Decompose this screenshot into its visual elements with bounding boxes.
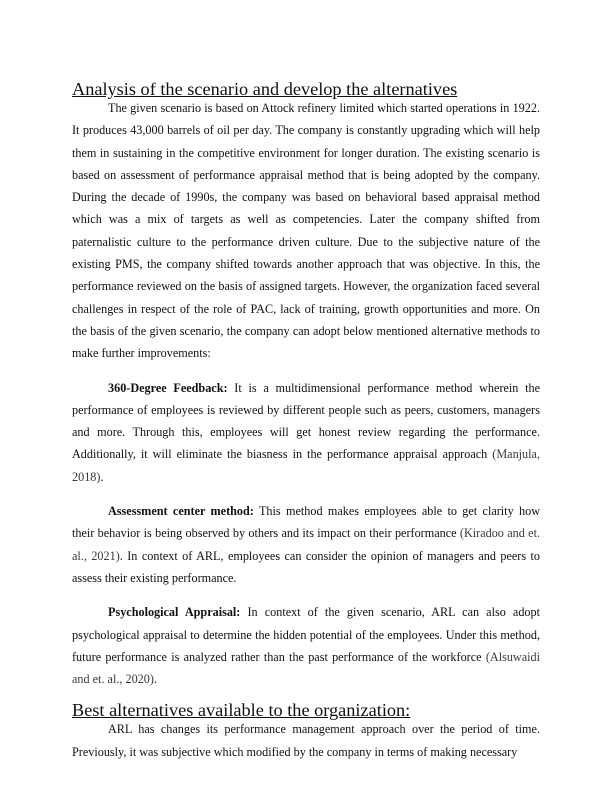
alternative-psychological-appraisal — [72, 601, 540, 690]
alternative-tail: . — [153, 672, 157, 687]
alternative-term: 360-Degree Feedback: — [108, 380, 228, 395]
document-body — [72, 81, 540, 763]
citation: (Kiradoo and et. al., 2021) — [72, 526, 540, 563]
intro-paragraph: The given scenario is based on Attock refinery limited which started operations in 1922. It produces 43,000 barrels of oil per day. The company is constantly upgrading which will help them in sustaining in the competitive environment for longer duration. The existing scenario is based on assessment of performance appraisal method that is being adopted by the company. During the decade of 1990s, the company was based on behavioral based appraisal method which was a mix of targets as well as competencies. Later the company shifted from paternalistic culture to the performance driven culture. Due to the subjective nature of the existing PMS, the company shifted towards another approach that was objective. In this, the performance reviewed on the basis of assigned targets. However, the organization faced several challenges in respect of the role of PAC, lack of training, growth opportunities and more. On the basis of the given scenario, the company can adopt below mentioned alternative methods to make further improvements: — [72, 101, 540, 361]
alternative-text: This method makes employees able to get clarity how their behavior is being observed by others and its impact on their performance — [72, 504, 540, 541]
alternative-term: Psychological Appraisal: — [108, 605, 241, 620]
alternative-assessment-center — [72, 500, 540, 589]
alternative-tail: . — [100, 469, 104, 484]
citation: (Manjula, 2018) — [72, 447, 540, 484]
section-heading-analysis: Analysis of the scenario and develop the alternatives — [72, 79, 458, 99]
alternative-term: Assessment center method: — [108, 504, 254, 519]
alternative-360-feedback — [72, 377, 540, 488]
section-heading-best-alternatives: Best alternatives available to the organization: — [72, 700, 411, 721]
alternative-text: In context of the given scenario, ARL can also adopt psychological appraisal to determine the hidden potential of the employees. Under this method, future performance is analyzed rather than the past performance of the workforce — [72, 605, 540, 664]
alternative-text: It is a multidimensional performance method wherein the performance of employees is reviewed by different people such as peers, customers, managers and more. Through this, employees will get honest review regarding the performance. Additionally, it will eliminate the biasness in the performance appraisal approach — [72, 380, 541, 462]
best-alternatives-paragraph: ARL has changes its performance management approach over the period of time. Previously, it was subjective which modified by the company in terms of making necessary — [72, 722, 540, 759]
citation: (Alsuwaidi and et. al., 2020) — [72, 649, 540, 687]
alternative-tail: . In context of ARL, employees can consider the opinion of managers and peers to assess their existing performance. — [72, 548, 540, 585]
